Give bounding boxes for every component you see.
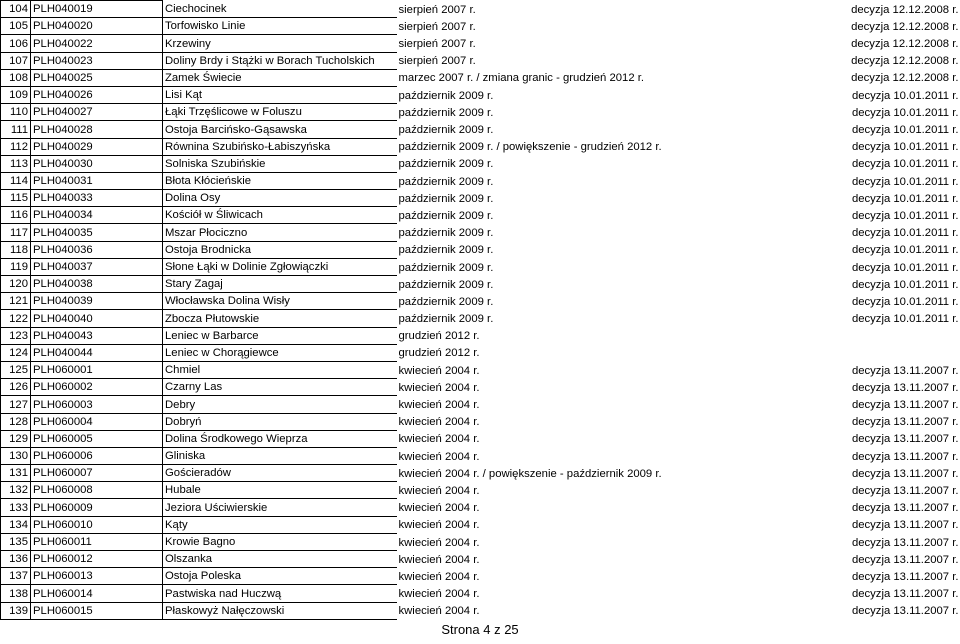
site-name: Łąki Trzęślicowe w Foluszu [163, 104, 397, 121]
table-row [1, 18, 960, 35]
row-number: 104 [1, 1, 31, 18]
page-number: Strona 4 z 25 [441, 622, 519, 637]
decision-date: decyzja 13.11.2007 r. [851, 416, 959, 429]
proposal-date: kwiecień 2004 r. [398, 519, 480, 532]
decision-date [796, 327, 960, 344]
decision-date: decyzja 10.01.2011 r. [851, 209, 959, 222]
site-code: PLH040022 [31, 35, 163, 52]
site-name: Lisi Kąt [163, 86, 397, 103]
proposal-date: październik 2009 r. [398, 158, 494, 171]
proposal-date: sierpień 2007 r. [398, 38, 476, 51]
table-row [1, 293, 960, 310]
site-name: Olszanka [163, 551, 397, 568]
site-name: Ostoja Brodnicka [163, 241, 397, 258]
proposal-date: październik 2009 r. [398, 192, 494, 205]
row-number: 107 [1, 52, 31, 69]
site-code: PLH060015 [31, 602, 163, 619]
table-row [1, 35, 960, 52]
site-code: PLH060005 [31, 430, 163, 447]
decision-date: decyzja 12.12.2008 r. [851, 3, 959, 16]
row-number: 114 [1, 172, 31, 189]
proposal-date: październik 2009 r. [398, 278, 494, 291]
decision-date: decyzja 10.01.2011 r. [851, 106, 959, 119]
decision-date: decyzja 12.12.2008 r. [851, 20, 959, 33]
site-code: PLH040031 [31, 172, 163, 189]
table-row [1, 258, 960, 275]
row-number: 139 [1, 602, 31, 619]
site-code: PLH040044 [31, 344, 163, 361]
decision-date: decyzja 13.11.2007 r. [851, 433, 959, 446]
decision-date: decyzja 12.12.2008 r. [851, 72, 959, 85]
site-name: Ostoja Poleska [163, 568, 397, 585]
decision-date: decyzja 13.11.2007 r. [851, 605, 959, 618]
site-code: PLH040026 [31, 86, 163, 103]
site-code: PLH040037 [31, 258, 163, 275]
site-code: PLH040039 [31, 293, 163, 310]
decision-date: decyzja 13.11.2007 r. [851, 381, 959, 394]
site-name: Solniska Szubińskie [163, 155, 397, 172]
table-row [1, 224, 960, 241]
site-code: PLH060004 [31, 413, 163, 430]
table-row [1, 585, 960, 602]
site-name: Czarny Las [163, 379, 397, 396]
table-row [1, 516, 960, 533]
proposal-date: październik 2009 r. [398, 313, 494, 326]
site-code: PLH040030 [31, 155, 163, 172]
table-row [1, 69, 960, 86]
table-row [1, 86, 960, 103]
table-row [1, 447, 960, 464]
row-number: 132 [1, 482, 31, 499]
site-name: Ciechocinek [163, 1, 397, 18]
site-name: Hubale [163, 482, 397, 499]
proposal-date: kwiecień 2004 r. [398, 450, 480, 463]
site-code: PLH040020 [31, 18, 163, 35]
table-row [1, 310, 960, 327]
site-code: PLH060013 [31, 568, 163, 585]
proposal-date: kwiecień 2004 r. [398, 381, 480, 394]
decision-date: decyzja 13.11.2007 r. [851, 553, 959, 566]
table-row [1, 1, 960, 18]
decision-date: decyzja 13.11.2007 r. [851, 467, 959, 480]
table-row [1, 361, 960, 378]
site-code: PLH040043 [31, 327, 163, 344]
table-row [1, 327, 960, 344]
decision-date: decyzja 10.01.2011 r. [851, 244, 959, 257]
row-number: 130 [1, 447, 31, 464]
site-name: Torfowisko Linie [163, 18, 397, 35]
table-row [1, 121, 960, 138]
proposal-date: kwiecień 2004 r. [398, 364, 480, 377]
site-name: Dobryń [163, 413, 397, 430]
proposal-date: kwiecień 2004 r. / powiększenie - październik 2009 r. [398, 467, 662, 480]
decision-date: decyzja 13.11.2007 r. [851, 399, 959, 411]
proposal-date: kwiecień 2004 r. [398, 433, 480, 446]
row-number: 105 [1, 18, 31, 35]
row-number: 138 [1, 585, 31, 602]
site-name: Stary Zagaj [163, 276, 397, 293]
table-row [1, 602, 960, 619]
site-code: PLH040019 [31, 1, 163, 18]
row-number: 122 [1, 310, 31, 327]
proposal-date: kwiecień 2004 r. [398, 484, 480, 497]
site-code: PLH060002 [31, 379, 163, 396]
site-name: Krzewiny [163, 35, 397, 52]
row-number: 117 [1, 224, 31, 241]
proposal-date: październik 2009 r. [398, 295, 494, 308]
decision-date: decyzja 13.11.2007 r. [851, 588, 959, 601]
site-name: Chmiel [163, 361, 397, 378]
site-code: PLH060010 [31, 516, 163, 533]
proposal-date: październik 2009 r. [398, 124, 494, 136]
decision-date: decyzja 10.01.2011 r. [851, 158, 959, 171]
decision-date: decyzja 10.01.2011 r. [851, 192, 959, 205]
site-name: Gościeradów [163, 465, 397, 482]
proposal-date: kwiecień 2004 r. [398, 588, 480, 601]
site-name: Kościół w Śliwicach [163, 207, 397, 224]
site-name: Leniec w Chorągiewce [163, 344, 397, 361]
proposal-date: kwiecień 2004 r. [398, 570, 480, 583]
site-code: PLH060014 [31, 585, 163, 602]
decision-date: decyzja 10.01.2011 r. [851, 89, 959, 102]
row-number: 119 [1, 258, 31, 275]
table-row [1, 533, 960, 550]
decision-date: decyzja 10.01.2011 r. [851, 141, 959, 154]
table-row [1, 551, 960, 568]
decision-date [796, 344, 960, 361]
site-name: Zamek Świecie [163, 69, 397, 86]
row-number: 134 [1, 516, 31, 533]
row-number: 125 [1, 361, 31, 378]
decision-date: decyzja 13.11.2007 r. [851, 570, 959, 583]
site-code: PLH040033 [31, 190, 163, 207]
table-row [1, 568, 960, 585]
proposal-date: październik 2009 r. [398, 106, 494, 119]
row-number: 115 [1, 190, 31, 207]
site-code: PLH040040 [31, 310, 163, 327]
site-code: PLH060011 [31, 533, 163, 550]
table-row [1, 276, 960, 293]
decision-date: decyzja 13.11.2007 r. [851, 536, 959, 549]
proposal-date: grudzień 2012 r. [398, 347, 480, 360]
row-number: 120 [1, 276, 31, 293]
row-number: 106 [1, 35, 31, 52]
row-number: 121 [1, 293, 31, 310]
row-number: 131 [1, 465, 31, 482]
proposal-date: sierpień 2007 r. [398, 3, 476, 16]
row-number: 136 [1, 551, 31, 568]
site-name: Płaskowyż Nałęczowski [163, 602, 397, 619]
row-number: 113 [1, 155, 31, 172]
site-code: PLH040023 [31, 52, 163, 69]
site-name: Słone Łąki w Dolinie Zgłowiączki [163, 258, 397, 275]
table-row [1, 396, 960, 413]
decision-date: decyzja 13.11.2007 r. [851, 364, 959, 377]
row-number: 128 [1, 413, 31, 430]
site-name: Dolina Osy [163, 190, 397, 207]
proposal-date: kwiecień 2004 r. [398, 416, 480, 429]
proposal-date: marzec 2007 r. / zmiana granic - grudzień 2012 r. [398, 72, 645, 85]
site-code: PLH060012 [31, 551, 163, 568]
site-name: Równina Szubińsko-Łabiszyńska [163, 138, 397, 155]
site-code: PLH060009 [31, 499, 163, 516]
proposal-date: kwiecień 2004 r. [398, 399, 480, 411]
site-name: Kąty [163, 516, 397, 533]
decision-date: decyzja 10.01.2011 r. [851, 124, 959, 136]
row-number: 135 [1, 533, 31, 550]
decision-date: decyzja 13.11.2007 r. [851, 502, 959, 515]
site-name: Debry [163, 396, 397, 413]
proposal-date: październik 2009 r. [398, 175, 494, 188]
proposal-date: kwiecień 2004 r. [398, 502, 480, 515]
decision-date: decyzja 12.12.2008 r. [851, 38, 959, 51]
proposal-date: październik 2009 r. [398, 227, 494, 240]
row-number: 133 [1, 499, 31, 516]
row-number: 127 [1, 396, 31, 413]
row-number: 116 [1, 207, 31, 224]
decision-date: decyzja 13.11.2007 r. [851, 484, 959, 497]
table-row [1, 207, 960, 224]
row-number: 124 [1, 344, 31, 361]
decision-date: decyzja 10.01.2011 r. [851, 295, 959, 308]
site-code: PLH060008 [31, 482, 163, 499]
row-number: 108 [1, 69, 31, 86]
proposal-date: październik 2009 r. [398, 89, 494, 102]
row-number: 126 [1, 379, 31, 396]
row-number: 109 [1, 86, 31, 103]
proposal-date: październik 2009 r. / powiększenie - grudzień 2012 r. [398, 141, 662, 154]
table-row [1, 482, 960, 499]
site-code: PLH040025 [31, 69, 163, 86]
site-name: Dolina Środkowego Wieprza [163, 430, 397, 447]
row-number: 111 [1, 121, 31, 138]
table-row [1, 344, 960, 361]
site-name: Ostoja Barcińsko-Gąsawska [163, 121, 397, 138]
table-row [1, 138, 960, 155]
site-name: Zbocza Płutowskie [163, 310, 397, 327]
site-name: Włocławska Dolina Wisły [163, 293, 397, 310]
proposal-date: kwiecień 2004 r. [398, 536, 480, 549]
proposal-date: kwiecień 2004 r. [398, 553, 480, 566]
proposal-date: kwiecień 2004 r. [398, 605, 480, 618]
table-row [1, 155, 960, 172]
table-row [1, 413, 960, 430]
row-number: 118 [1, 241, 31, 258]
table-row [1, 52, 960, 69]
row-number: 110 [1, 104, 31, 121]
table-row [1, 241, 960, 258]
site-name: Pastwiska nad Huczwą [163, 585, 397, 602]
site-name: Doliny Brdy i Stążki w Borach Tucholskich [163, 52, 397, 69]
site-code: PLH040038 [31, 276, 163, 293]
row-number: 123 [1, 327, 31, 344]
site-name: Mszar Płociczno [163, 224, 397, 241]
site-code: PLH040027 [31, 104, 163, 121]
site-code: PLH060001 [31, 361, 163, 378]
site-code: PLH040028 [31, 121, 163, 138]
decision-date: decyzja 10.01.2011 r. [851, 278, 959, 291]
site-name: Błota Kłócieńskie [163, 172, 397, 189]
decision-date: decyzja 10.01.2011 r. [851, 313, 959, 326]
proposal-date: sierpień 2007 r. [398, 20, 476, 33]
row-number: 112 [1, 138, 31, 155]
site-code: PLH040035 [31, 224, 163, 241]
row-number: 129 [1, 430, 31, 447]
proposal-date: sierpień 2007 r. [398, 55, 476, 68]
decision-date: decyzja 10.01.2011 r. [851, 227, 959, 240]
site-code: PLH060003 [31, 396, 163, 413]
table-row [1, 190, 960, 207]
site-name: Jeziora Uściwierskie [163, 499, 397, 516]
site-name: Leniec w Barbarce [163, 327, 397, 344]
site-code: PLH060006 [31, 447, 163, 464]
proposal-date: październik 2009 r. [398, 209, 494, 222]
decision-date: decyzja 12.12.2008 r. [851, 55, 959, 68]
proposal-date: grudzień 2012 r. [398, 330, 480, 343]
site-name: Gliniska [163, 447, 397, 464]
proposal-date: październik 2009 r. [398, 261, 494, 274]
proposal-date: październik 2009 r. [398, 244, 494, 257]
decision-date: decyzja 13.11.2007 r. [851, 450, 959, 463]
decision-date: decyzja 13.11.2007 r. [851, 519, 959, 532]
table-row [1, 499, 960, 516]
table-row [1, 172, 960, 189]
table-row [1, 104, 960, 121]
table-row [1, 465, 960, 482]
sites-table-body [1, 1, 960, 620]
site-code: PLH060007 [31, 465, 163, 482]
row-number: 137 [1, 568, 31, 585]
site-name: Krowie Bagno [163, 533, 397, 550]
site-code: PLH040029 [31, 138, 163, 155]
site-code: PLH040036 [31, 241, 163, 258]
decision-date: decyzja 10.01.2011 r. [851, 175, 959, 188]
decision-date: decyzja 10.01.2011 r. [851, 261, 959, 274]
site-code: PLH040034 [31, 207, 163, 224]
table-row [1, 379, 960, 396]
table-row [1, 430, 960, 447]
